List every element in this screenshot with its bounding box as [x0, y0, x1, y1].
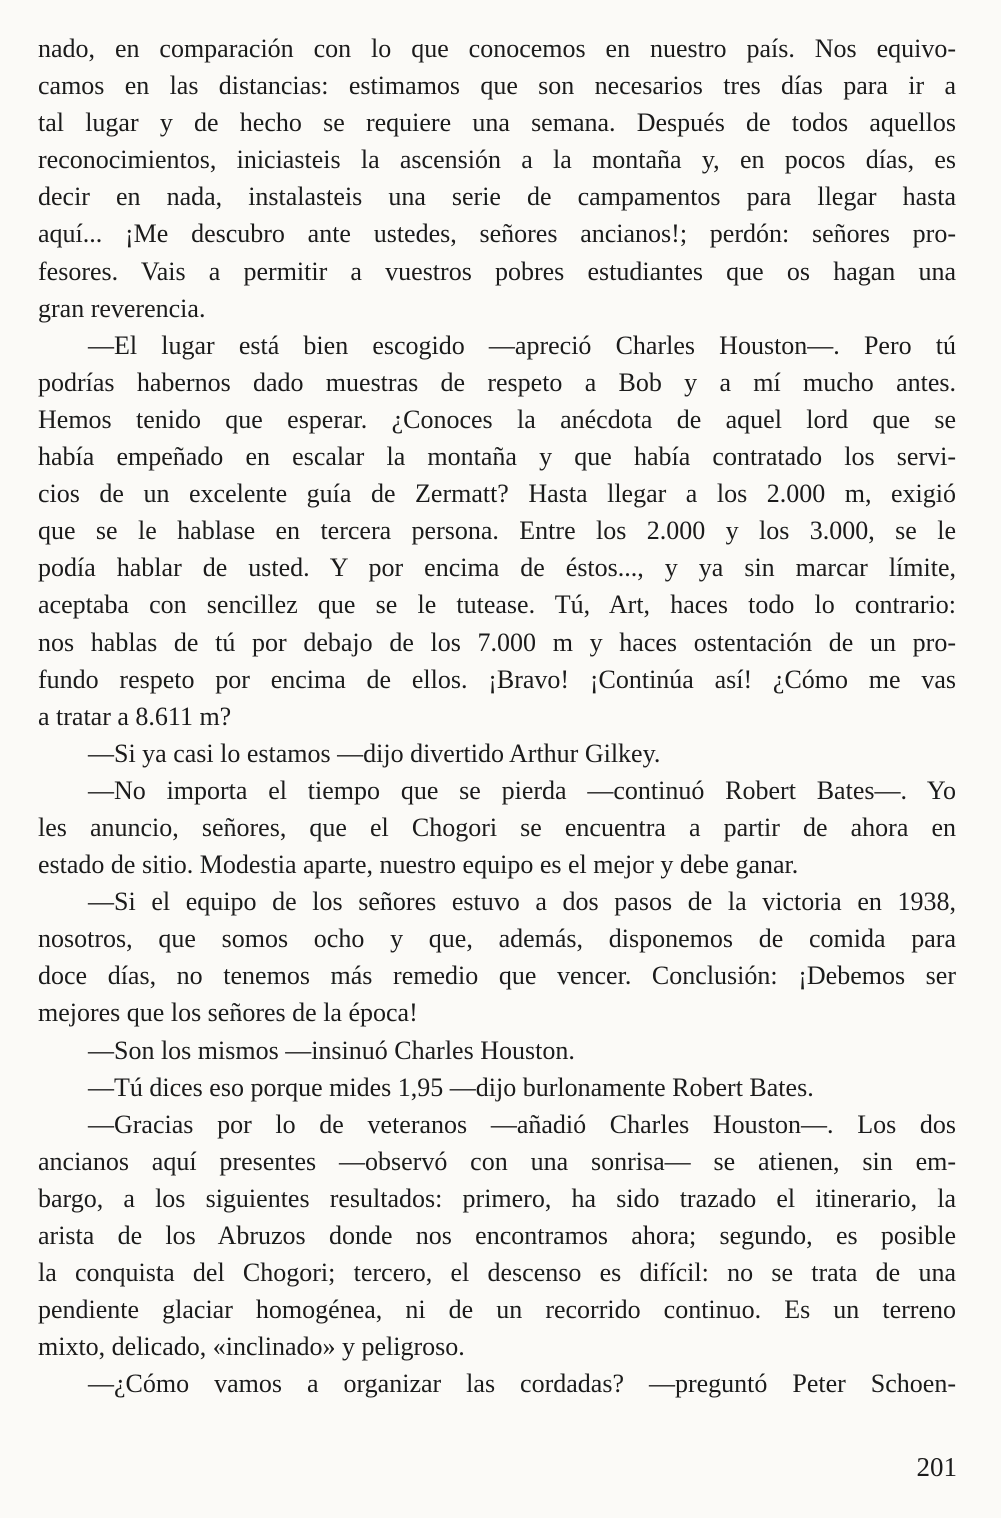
text-line: que se le hablase en tercera persona. Entre los 2.000 y los 3.000, se le	[38, 516, 956, 546]
text-line: —Son los mismos —insinuó Charles Houston.	[88, 1035, 575, 1065]
text-line: mixto, delicado, «inclinado» y peligroso.	[38, 1332, 465, 1362]
text-line: Hemos tenido que esperar. ¿Conoces la anécdota de aquel lord que se	[38, 404, 956, 434]
text-line: arista de los Abruzos donde nos encontramos ahora; segundo, es posible	[38, 1221, 956, 1250]
text-line: la conquista del Chogori; tercero, el descenso es difícil: no se trata de una	[38, 1258, 956, 1288]
text-line: cios de un excelente guía de Zermatt? Hasta llegar a los 2.000 m, exigió	[38, 479, 956, 509]
text-line: fesores. Vais a permitir a vuestros pobres estudiantes que os hagan una	[38, 256, 956, 286]
text-line: fundo respeto por encima de ellos. ¡Bravo! ¡Continúa así! ¿Cómo me vas	[38, 664, 956, 694]
text-line: bargo, a los siguientes resultados: primero, ha sido trazado el itinerario, la	[38, 1183, 956, 1213]
paragraph	[38, 735, 956, 772]
text-line: decir en nada, instalasteis una serie de campamentos para llegar hasta	[38, 182, 956, 212]
text-line: ancianos aquí presentes —observó con una sonrisa— se atienen, sin em-	[38, 1146, 956, 1176]
text-line: nado, en comparación con lo que conocemos en nuestro país. Nos equivo-	[38, 34, 956, 63]
text-line: —No importa el tiempo que se pierda —continuó Robert Bates—. Yo	[88, 775, 956, 805]
text-line: aquí... ¡Me descubro ante ustedes, señores ancianos!; perdón: señores pro-	[38, 219, 956, 249]
page-body	[38, 30, 956, 1402]
text-line: a tratar a 8.611 m?	[38, 701, 232, 731]
text-line: había empeñado en escalar la montaña y que había contratado los servi-	[38, 442, 956, 472]
text-line: —El lugar está bien escogido —apreció Charles Houston—. Pero tú	[88, 330, 956, 360]
text-line: nos hablas de tú por debajo de los 7.000 m y haces ostentación de un pro-	[38, 627, 956, 657]
text-line: tal lugar y de hecho se requiere una semana. Después de todos aquellos	[38, 108, 956, 138]
paragraph	[38, 1069, 956, 1106]
text-line: les anuncio, señores, que el Chogori se encuentra a partir de ahora en	[38, 812, 956, 842]
text-line: mejores que los señores de la época!	[38, 998, 418, 1028]
text-line: —¿Cómo vamos a organizar las cordadas? —preguntó Peter Schoen-	[88, 1369, 956, 1399]
text-line: —Si el equipo de los señores estuvo a dos pasos de la victoria en 1938,	[88, 887, 956, 917]
paragraph	[38, 883, 956, 1031]
paragraph	[38, 30, 956, 327]
text-line: aceptaba con sencillez que se le tutease. Tú, Art, haces todo lo contrario:	[38, 590, 956, 620]
text-line: nosotros, que somos ocho y que, además, disponemos de comida para	[38, 924, 956, 954]
page-number: 201	[916, 1452, 957, 1482]
text-line: —Gracias por lo de veteranos —añadió Charles Houston—. Los dos	[88, 1109, 956, 1139]
paragraph	[38, 1106, 956, 1366]
text-line: gran reverencia.	[38, 293, 206, 323]
text-line: —Si ya casi lo estamos —dijo divertido Arthur Gilkey.	[88, 738, 661, 768]
paragraph	[38, 1032, 956, 1069]
text-line: reconocimientos, iniciasteis la ascensión a la montaña y, en pocos días, es	[38, 145, 956, 175]
text-line: podrías habernos dado muestras de respeto a Bob y a mí mucho antes.	[38, 367, 956, 397]
text-line: podía hablar de usted. Y por encima de éstos..., y ya sin marcar límite,	[38, 553, 956, 583]
paragraph	[38, 1365, 956, 1402]
paragraph	[38, 772, 956, 883]
text-line: estado de sitio. Modestia aparte, nuestro equipo es el mejor y debe ganar.	[38, 850, 799, 880]
text-line: pendiente glaciar homogénea, ni de un recorrido continuo. Es un terreno	[38, 1295, 956, 1325]
text-line: camos en las distancias: estimamos que son necesarios tres días para ir a	[38, 71, 956, 101]
paragraph	[38, 327, 956, 735]
text-line: doce días, no tenemos más remedio que vencer. Conclusión: ¡Debemos ser	[38, 961, 956, 991]
text-line: —Tú dices eso porque mides 1,95 —dijo burlonamente Robert Bates.	[88, 1072, 814, 1102]
